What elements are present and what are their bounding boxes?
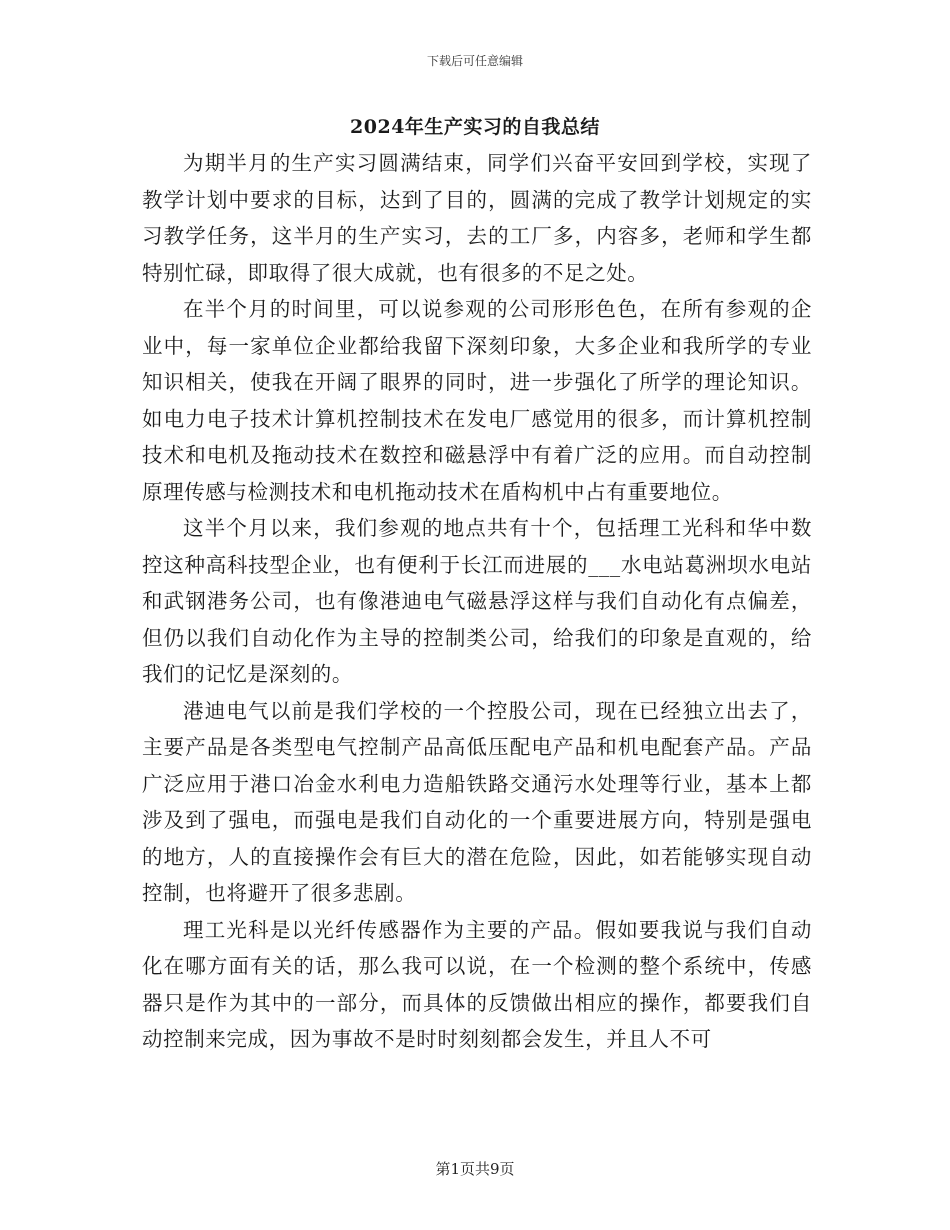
document-body [142, 145, 812, 1058]
paragraph-1: 为期半月的生产实习圆满结束，同学们兴奋平安回到学校，实现了教学计划中要求的目标，达到了目的，圆满的完成了教学计划规定的实习教学任务，这半月的生产实习，去的工厂多，内容多，老师和学生都特别忙碌，即取得了很大成就，也有很多的不足之处。 [142, 151, 812, 285]
page-header-note: 下载后可任意编辑 [426, 54, 523, 68]
document-title: 2024年生产实习的自我总结 [350, 116, 600, 138]
page-number: 第1页共9页 [435, 1160, 515, 1178]
paragraph-2: 在半个月的时间里，可以说参观的公司形形色色，在所有参观的企业中，每一家单位企业都给我留下深刻印象，大多企业和我所学的专业知识相关，使我在开阔了眼界的同时，进一步强化了所学的理论知识。如电力电子技术计算机控制技术在发电厂感觉用的很多，而计算机控制技术和电机及拖动技术在数控和磁悬浮中有着广泛的应用。而自动控制原理传感与检测技术和电机拖动技术在盾构机中占有重要地位。 [142, 297, 812, 504]
paragraph-5: 理工光科是以光纤传感器作为主要的产品。假如要我说与我们自动化在哪方面有关的话，那么我可以说，在一个检测的整个系统中，传感器只是作为其中的一部分，而具体的反馈做出相应的操作，都要我们自动控制来完成，因为事故不是时时刻刻都会发生，并且人不可 [142, 917, 812, 1051]
paragraph-4: 港迪电气以前是我们学校的一个控股公司，现在已经独立出去了，主要产品是各类型电气控制产品高低压配电产品和机电配套产品。产品广泛应用于港口冶金水利电力造船铁路交通污水处理等行业，基本上都涉及到了强电，而强电是我们自动化的一个重要进展方向，特别是强电的地方，人的直接操作会有巨大的潜在危险，因此，如若能够实现自动控制，也将避开了很多悲剧。 [142, 698, 812, 905]
paragraph-3: 这半个月以来，我们参观的地点共有十个，包括理工光科和华中数控这种高科技型企业，也有便利于长江而进展的___水电站葛洲坝水电站和武钢港务公司，也有像港迪电气磁悬浮这样与我们自动化有点偏差，但仍以我们自动化作为主导的控制类公司，给我们的印象是直观的，给我们的记忆是深刻的。 [142, 516, 812, 686]
